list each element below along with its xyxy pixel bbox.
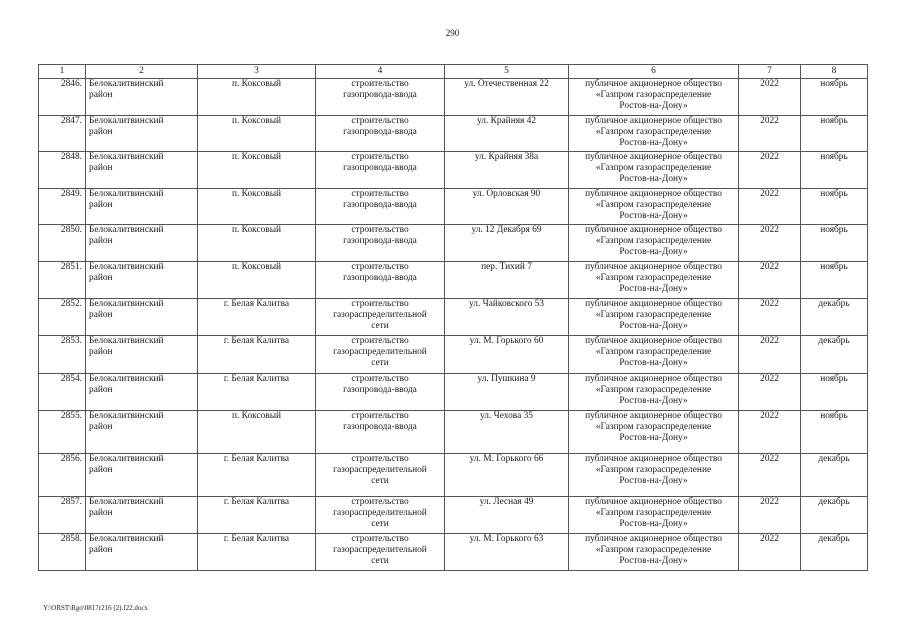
- organization-cell: публичное акционерное общество «Газпром газораспределение Ростов-на-Дону»: [569, 189, 739, 225]
- work-type-cell: строительство газопровода-ввода: [316, 79, 445, 116]
- settlement-cell: г. Белая Калитва: [198, 299, 316, 336]
- address-cell: ул. Чехова 35: [445, 411, 569, 454]
- district-cell: Белокалитвинский район: [86, 534, 198, 571]
- table-row: [39, 497, 868, 534]
- footer-file-path: Y:\ORST\Rgo\0817r216 (2).f22.docx: [43, 604, 148, 612]
- year-cell: 2022: [739, 116, 801, 152]
- work-type-cell: строительство газопровода-ввода: [316, 262, 445, 299]
- table-row: [39, 79, 868, 116]
- column-header-4: 4: [316, 65, 445, 79]
- settlement-cell: г. Белая Калитва: [198, 374, 316, 411]
- district-cell: Белокалитвинский район: [86, 225, 198, 262]
- column-header-5: 5: [445, 65, 569, 79]
- work-type-cell: строительство газораспределительной сети: [316, 299, 445, 336]
- year-cell: 2022: [739, 336, 801, 374]
- organization-cell: публичное акционерное общество «Газпром газораспределение Ростов-на-Дону»: [569, 262, 739, 299]
- year-cell: 2022: [739, 411, 801, 454]
- column-header-2: 2: [86, 65, 198, 79]
- settlement-cell: г. Белая Калитва: [198, 336, 316, 374]
- address-cell: ул. Лесная 49: [445, 497, 569, 534]
- year-cell: 2022: [739, 152, 801, 189]
- header-row: [39, 65, 868, 79]
- year-cell: 2022: [739, 262, 801, 299]
- table-row: [39, 262, 868, 299]
- row-number: 2846.: [39, 79, 86, 116]
- organization-cell: публичное акционерное общество «Газпром газораспределение Ростов-на-Дону»: [569, 116, 739, 152]
- address-cell: ул. Чайковского 53: [445, 299, 569, 336]
- work-type-cell: строительство газопровода-ввода: [316, 116, 445, 152]
- row-number: 2855.: [39, 411, 86, 454]
- month-cell: декабрь: [801, 336, 868, 374]
- row-number: 2849.: [39, 189, 86, 225]
- table-row: [39, 411, 868, 454]
- district-cell: Белокалитвинский район: [86, 497, 198, 534]
- table-body: [39, 79, 868, 571]
- row-number: 2848.: [39, 152, 86, 189]
- settlement-cell: г. Белая Калитва: [198, 454, 316, 497]
- work-type-cell: строительство газопровода-ввода: [316, 374, 445, 411]
- table-row: [39, 189, 868, 225]
- settlement-cell: г. Белая Калитва: [198, 534, 316, 571]
- month-cell: ноябрь: [801, 262, 868, 299]
- table-row: [39, 454, 868, 497]
- column-header-7: 7: [739, 65, 801, 79]
- table-row: [39, 116, 868, 152]
- district-cell: Белокалитвинский район: [86, 152, 198, 189]
- organization-cell: публичное акционерное общество «Газпром газораспределение Ростов-на-Дону»: [569, 534, 739, 571]
- district-cell: Белокалитвинский район: [86, 336, 198, 374]
- month-cell: декабрь: [801, 534, 868, 571]
- month-cell: декабрь: [801, 497, 868, 534]
- row-number: 2850.: [39, 225, 86, 262]
- district-cell: Белокалитвинский район: [86, 79, 198, 116]
- work-type-cell: строительство газораспределительной сети: [316, 454, 445, 497]
- row-number: 2847.: [39, 116, 86, 152]
- address-cell: ул. Пушкина 9: [445, 374, 569, 411]
- settlement-cell: п. Коксовый: [198, 189, 316, 225]
- organization-cell: публичное акционерное общество «Газпром газораспределение Ростов-на-Дону»: [569, 336, 739, 374]
- organization-cell: публичное акционерное общество «Газпром газораспределение Ростов-на-Дону»: [569, 411, 739, 454]
- work-type-cell: строительство газопровода-ввода: [316, 225, 445, 262]
- year-cell: 2022: [739, 454, 801, 497]
- work-type-cell: строительство газораспределительной сети: [316, 534, 445, 571]
- address-cell: ул. М. Горького 63: [445, 534, 569, 571]
- address-cell: ул. Крайняя 38а: [445, 152, 569, 189]
- address-cell: ул. 12 Декабря 69: [445, 225, 569, 262]
- month-cell: ноябрь: [801, 189, 868, 225]
- district-cell: Белокалитвинский район: [86, 454, 198, 497]
- month-cell: ноябрь: [801, 374, 868, 411]
- month-cell: декабрь: [801, 299, 868, 336]
- year-cell: 2022: [739, 299, 801, 336]
- row-number: 2852.: [39, 299, 86, 336]
- organization-cell: публичное акционерное общество «Газпром газораспределение Ростов-на-Дону»: [569, 497, 739, 534]
- organization-cell: публичное акционерное общество «Газпром газораспределение Ростов-на-Дону»: [569, 374, 739, 411]
- address-cell: ул. М. Горького 66: [445, 454, 569, 497]
- year-cell: 2022: [739, 79, 801, 116]
- work-type-cell: строительство газораспределительной сети: [316, 497, 445, 534]
- table-row: [39, 225, 868, 262]
- work-type-cell: строительство газораспределительной сети: [316, 336, 445, 374]
- column-header-1: 1: [39, 65, 86, 79]
- table-row: [39, 152, 868, 189]
- column-header-8: 8: [801, 65, 868, 79]
- work-type-cell: строительство газопровода-ввода: [316, 411, 445, 454]
- month-cell: ноябрь: [801, 116, 868, 152]
- organization-cell: публичное акционерное общество «Газпром газораспределение Ростов-на-Дону»: [569, 79, 739, 116]
- district-cell: Белокалитвинский район: [86, 411, 198, 454]
- organization-cell: публичное акционерное общество «Газпром газораспределение Ростов-на-Дону»: [569, 299, 739, 336]
- settlement-cell: п. Коксовый: [198, 152, 316, 189]
- month-cell: декабрь: [801, 454, 868, 497]
- column-header-3: 3: [198, 65, 316, 79]
- row-number: 2857.: [39, 497, 86, 534]
- year-cell: 2022: [739, 189, 801, 225]
- month-cell: ноябрь: [801, 152, 868, 189]
- settlement-cell: п. Коксовый: [198, 116, 316, 152]
- month-cell: ноябрь: [801, 79, 868, 116]
- settlement-cell: п. Коксовый: [198, 225, 316, 262]
- table-row: [39, 299, 868, 336]
- organization-cell: публичное акционерное общество «Газпром газораспределение Ростов-на-Дону»: [569, 152, 739, 189]
- address-cell: ул. Орловская 90: [445, 189, 569, 225]
- row-number: 2858.: [39, 534, 86, 571]
- district-cell: Белокалитвинский район: [86, 262, 198, 299]
- district-cell: Белокалитвинский район: [86, 189, 198, 225]
- row-number: 2856.: [39, 454, 86, 497]
- settlement-cell: г. Белая Калитва: [198, 497, 316, 534]
- district-cell: Белокалитвинский район: [86, 299, 198, 336]
- district-cell: Белокалитвинский район: [86, 116, 198, 152]
- district-cell: Белокалитвинский район: [86, 374, 198, 411]
- settlement-cell: п. Коксовый: [198, 411, 316, 454]
- address-cell: ул. М. Горького 60: [445, 336, 569, 374]
- year-cell: 2022: [739, 534, 801, 571]
- settlement-cell: п. Коксовый: [198, 79, 316, 116]
- table-row: [39, 534, 868, 571]
- year-cell: 2022: [739, 225, 801, 262]
- table-row: [39, 374, 868, 411]
- year-cell: 2022: [739, 497, 801, 534]
- row-number: 2853.: [39, 336, 86, 374]
- gasification-table: [38, 64, 868, 571]
- organization-cell: публичное акционерное общество «Газпром газораспределение Ростов-на-Дону»: [569, 454, 739, 497]
- address-cell: ул. Крайняя 42: [445, 116, 569, 152]
- address-cell: пер. Тихий 7: [445, 262, 569, 299]
- work-type-cell: строительство газопровода-ввода: [316, 189, 445, 225]
- column-header-6: 6: [569, 65, 739, 79]
- work-type-cell: строительство газопровода-ввода: [316, 152, 445, 189]
- page-number: 290: [445, 28, 460, 38]
- table-row: [39, 336, 868, 374]
- year-cell: 2022: [739, 374, 801, 411]
- organization-cell: публичное акционерное общество «Газпром газораспределение Ростов-на-Дону»: [569, 225, 739, 262]
- month-cell: ноябрь: [801, 411, 868, 454]
- row-number: 2854.: [39, 374, 86, 411]
- address-cell: ул. Отечественная 22: [445, 79, 569, 116]
- row-number: 2851.: [39, 262, 86, 299]
- month-cell: ноябрь: [801, 225, 868, 262]
- settlement-cell: п. Коксовый: [198, 262, 316, 299]
